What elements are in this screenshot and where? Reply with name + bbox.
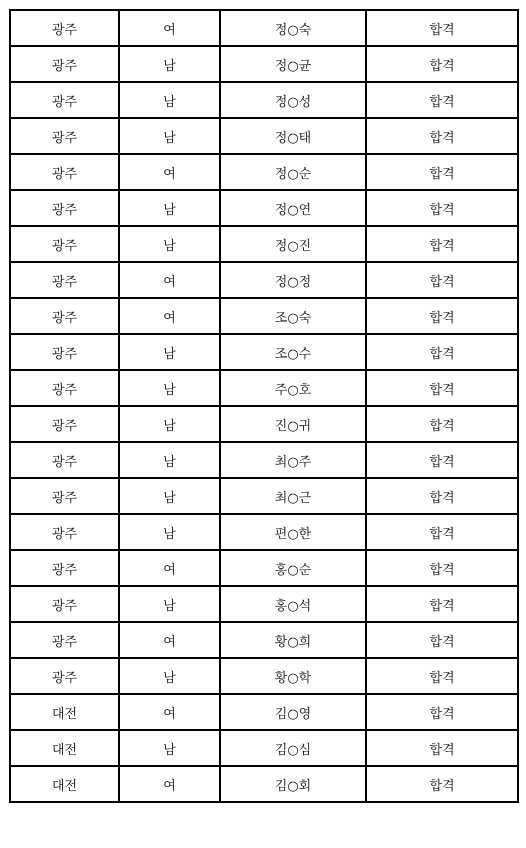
gender-cell: 남: [119, 46, 220, 82]
result-cell: 합격: [366, 442, 518, 478]
table-row: [10, 82, 518, 118]
gender-cell: 남: [119, 478, 220, 514]
gender-cell: 여: [119, 10, 220, 46]
name-cell: 최○주: [220, 442, 366, 478]
name-cell: 김○영: [220, 694, 366, 730]
region-cell: 광주: [10, 370, 119, 406]
table-row: [10, 298, 518, 334]
gender-cell: 남: [119, 118, 220, 154]
gender-cell: 여: [119, 622, 220, 658]
gender-cell: 남: [119, 190, 220, 226]
gender-cell: 여: [119, 298, 220, 334]
result-cell: 합격: [366, 550, 518, 586]
result-cell: 합격: [366, 658, 518, 694]
name-cell: 정○연: [220, 190, 366, 226]
table-row: [10, 550, 518, 586]
region-cell: 광주: [10, 442, 119, 478]
region-cell: 광주: [10, 226, 119, 262]
region-cell: 광주: [10, 82, 119, 118]
gender-cell: 남: [119, 586, 220, 622]
result-cell: 합격: [366, 334, 518, 370]
table-row: [10, 370, 518, 406]
name-cell: 정○정: [220, 262, 366, 298]
region-cell: 광주: [10, 262, 119, 298]
results-table: [9, 9, 519, 803]
gender-cell: 여: [119, 766, 220, 802]
region-cell: 광주: [10, 550, 119, 586]
table-row: [10, 334, 518, 370]
result-cell: 합격: [366, 46, 518, 82]
gender-cell: 남: [119, 370, 220, 406]
table-row: [10, 514, 518, 550]
table-row: [10, 586, 518, 622]
name-cell: 편○한: [220, 514, 366, 550]
table-row: [10, 154, 518, 190]
result-cell: 합격: [366, 730, 518, 766]
result-cell: 합격: [366, 262, 518, 298]
region-cell: 광주: [10, 658, 119, 694]
region-cell: 광주: [10, 406, 119, 442]
region-cell: 광주: [10, 10, 119, 46]
result-cell: 합격: [366, 190, 518, 226]
result-cell: 합격: [366, 766, 518, 802]
region-cell: 대전: [10, 694, 119, 730]
region-cell: 대전: [10, 730, 119, 766]
result-cell: 합격: [366, 82, 518, 118]
name-cell: 주○호: [220, 370, 366, 406]
table-row: [10, 190, 518, 226]
name-cell: 김○회: [220, 766, 366, 802]
table-row: [10, 622, 518, 658]
name-cell: 조○수: [220, 334, 366, 370]
name-cell: 정○숙: [220, 10, 366, 46]
result-cell: 합격: [366, 514, 518, 550]
name-cell: 정○성: [220, 82, 366, 118]
table-row: [10, 478, 518, 514]
name-cell: 홍○석: [220, 586, 366, 622]
name-cell: 김○심: [220, 730, 366, 766]
table-row: [10, 406, 518, 442]
region-cell: 광주: [10, 586, 119, 622]
gender-cell: 남: [119, 442, 220, 478]
name-cell: 정○순: [220, 154, 366, 190]
table-row: [10, 46, 518, 82]
region-cell: 광주: [10, 154, 119, 190]
table-row: [10, 226, 518, 262]
result-cell: 합격: [366, 10, 518, 46]
gender-cell: 남: [119, 658, 220, 694]
gender-cell: 여: [119, 154, 220, 190]
table-row: [10, 694, 518, 730]
result-cell: 합격: [366, 298, 518, 334]
name-cell: 홍○순: [220, 550, 366, 586]
region-cell: 광주: [10, 478, 119, 514]
result-cell: 합격: [366, 118, 518, 154]
gender-cell: 여: [119, 694, 220, 730]
name-cell: 최○근: [220, 478, 366, 514]
region-cell: 광주: [10, 622, 119, 658]
gender-cell: 여: [119, 550, 220, 586]
table-row: [10, 730, 518, 766]
region-cell: 대전: [10, 766, 119, 802]
region-cell: 광주: [10, 190, 119, 226]
name-cell: 조○숙: [220, 298, 366, 334]
result-cell: 합격: [366, 406, 518, 442]
name-cell: 진○귀: [220, 406, 366, 442]
result-cell: 합격: [366, 694, 518, 730]
table-row: [10, 442, 518, 478]
region-cell: 광주: [10, 334, 119, 370]
gender-cell: 남: [119, 226, 220, 262]
table-row: [10, 118, 518, 154]
result-cell: 합격: [366, 622, 518, 658]
results-table-body: [10, 10, 518, 802]
region-cell: 광주: [10, 298, 119, 334]
gender-cell: 남: [119, 334, 220, 370]
name-cell: 황○희: [220, 622, 366, 658]
table-row: [10, 766, 518, 802]
name-cell: 정○진: [220, 226, 366, 262]
table-row: [10, 10, 518, 46]
gender-cell: 여: [119, 262, 220, 298]
gender-cell: 남: [119, 82, 220, 118]
result-cell: 합격: [366, 370, 518, 406]
table-row: [10, 658, 518, 694]
gender-cell: 남: [119, 406, 220, 442]
name-cell: 정○태: [220, 118, 366, 154]
gender-cell: 남: [119, 514, 220, 550]
name-cell: 정○균: [220, 46, 366, 82]
gender-cell: 남: [119, 730, 220, 766]
region-cell: 광주: [10, 118, 119, 154]
result-cell: 합격: [366, 478, 518, 514]
region-cell: 광주: [10, 514, 119, 550]
result-cell: 합격: [366, 586, 518, 622]
result-cell: 합격: [366, 226, 518, 262]
name-cell: 황○학: [220, 658, 366, 694]
region-cell: 광주: [10, 46, 119, 82]
table-row: [10, 262, 518, 298]
result-cell: 합격: [366, 154, 518, 190]
